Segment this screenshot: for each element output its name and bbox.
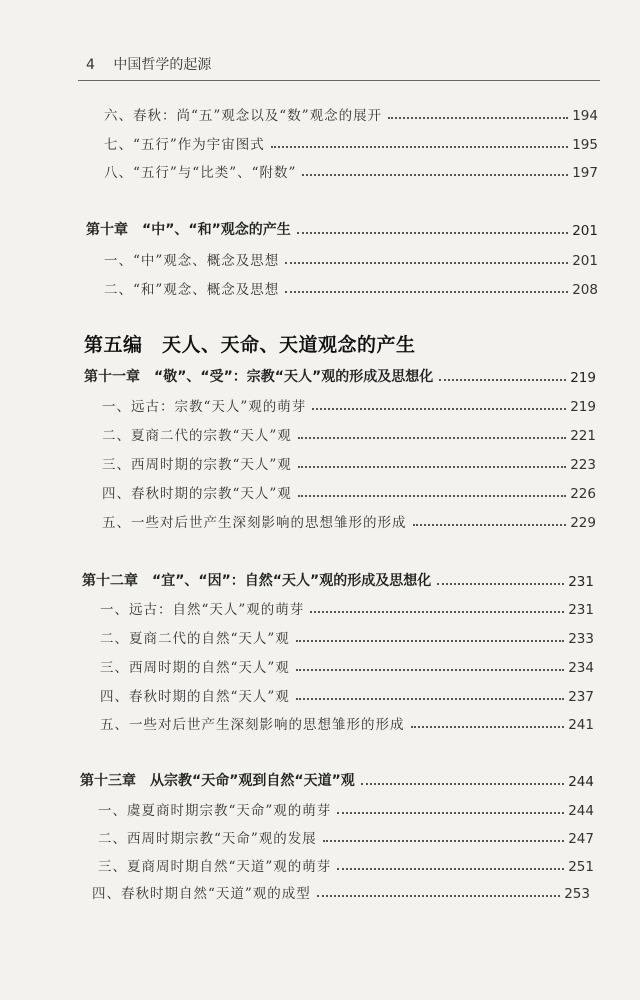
chapter-page: 201	[572, 223, 598, 239]
leader-dots	[285, 291, 568, 293]
leader-dots	[361, 783, 564, 785]
toc-entry-page: 247	[568, 831, 594, 847]
leader-dots	[296, 640, 564, 642]
toc-entry[interactable]	[102, 511, 596, 531]
chapter-title: 第十章 “中”、“和”观念的产生	[86, 222, 291, 238]
toc-chapter-12[interactable]	[82, 570, 594, 590]
toc-entry-title: 三、西周时期的自然“天人”观	[100, 660, 290, 676]
leader-dots	[439, 379, 566, 381]
toc-entry-page: 253	[564, 886, 590, 902]
leader-dots	[297, 232, 568, 234]
leader-dots	[312, 408, 566, 410]
toc-entry[interactable]	[100, 685, 594, 705]
toc-entry-title: 二、西周时期宗教“天命”观的发展	[98, 831, 317, 847]
toc-entry[interactable]	[102, 482, 596, 502]
leader-dots	[285, 262, 568, 264]
toc-entry-title: 四、春秋时期的自然“天人”观	[100, 689, 290, 705]
toc-entry-page: 233	[568, 631, 594, 647]
toc-entry-page: 237	[568, 689, 594, 705]
toc-entry-page: 231	[568, 602, 594, 618]
toc-entry-page: 201	[572, 253, 598, 269]
toc-entry-title: 四、春秋时期的宗教“天人”观	[102, 486, 292, 502]
toc-entry-page: 219	[570, 399, 596, 415]
leader-dots	[317, 895, 560, 897]
toc-entry-page: 223	[570, 457, 596, 473]
toc-entry-title: 八、“五行”与“比类”、“附数”	[104, 165, 297, 181]
toc-entry[interactable]	[102, 453, 596, 473]
leader-dots	[337, 868, 564, 870]
chapter-title: 第十一章 “敬”、“受”：宗教“天人”观的形成及思想化	[84, 369, 434, 385]
toc-entry-page: 221	[570, 428, 596, 444]
toc-entry[interactable]	[104, 161, 598, 181]
toc-entry[interactable]	[104, 133, 598, 153]
toc-entry[interactable]	[98, 827, 594, 847]
toc-entry-title: 一、虞夏商时期宗教“天命”观的萌芽	[98, 803, 332, 819]
toc-entry[interactable]	[102, 424, 596, 444]
toc-entry-title: 三、夏商周时期自然“天道”观的萌芽	[98, 859, 332, 875]
toc-entry[interactable]	[100, 656, 594, 676]
toc-entry[interactable]	[104, 249, 598, 269]
leader-dots	[337, 812, 564, 814]
toc-entry[interactable]	[98, 799, 594, 819]
toc-entry-page: 244	[568, 803, 594, 819]
toc-entry-title: 五、一些对后世产生深刻影响的思想雏形的形成	[100, 717, 405, 733]
toc-entry-page: 197	[572, 165, 598, 181]
leader-dots	[298, 466, 566, 468]
leader-dots	[388, 117, 568, 119]
toc-entry-page: 226	[570, 486, 596, 502]
toc-entry-title: 三、西周时期的宗教“天人”观	[102, 457, 292, 473]
toc-entry-title: 七、“五行”作为宇宙图式	[104, 137, 265, 153]
toc-entry-title: 二、夏商二代的宗教“天人”观	[102, 428, 292, 444]
toc-entry[interactable]	[100, 627, 594, 647]
toc-entry[interactable]	[98, 855, 594, 875]
leader-dots	[310, 611, 564, 613]
chapter-page: 219	[570, 370, 596, 386]
chapter-title: 第十三章 从宗教“天命”观到自然“天道”观	[80, 773, 355, 789]
leader-dots	[411, 726, 565, 728]
leader-dots	[302, 174, 568, 176]
toc-entry-title: 四、春秋时期自然“天道”观的成型	[92, 886, 311, 902]
header-book-title: 中国哲学的起源	[113, 57, 212, 73]
toc-entry-page: 208	[572, 282, 598, 298]
toc-entry-page: 241	[568, 717, 594, 733]
chapter-title: 第十二章 “宜”、“因”：自然“天人”观的形成及思想化	[82, 573, 432, 589]
toc-chapter-13[interactable]	[80, 770, 594, 790]
part-title[interactable]: 第五编 天人、天命、天道观念的产生	[84, 334, 416, 356]
leader-dots	[296, 698, 564, 700]
leader-dots	[413, 524, 567, 526]
toc-entry[interactable]	[100, 713, 594, 733]
toc-entry-title: 二、“和”观念、概念及思想	[104, 282, 280, 298]
toc-chapter-11[interactable]	[84, 366, 596, 386]
toc-entry-page: 194	[572, 108, 598, 124]
toc-entry-page: 195	[572, 137, 598, 153]
leader-dots	[298, 495, 566, 497]
chapter-page: 244	[568, 774, 594, 790]
leader-dots	[323, 840, 564, 842]
toc-entry-title: 二、夏商二代的自然“天人”观	[100, 631, 290, 647]
header-page-number: 4	[86, 57, 95, 73]
toc-entry[interactable]	[100, 598, 594, 618]
toc-entry[interactable]	[92, 882, 590, 902]
toc-entry[interactable]	[104, 278, 598, 298]
toc-entry[interactable]	[102, 395, 596, 415]
toc-chapter-10[interactable]	[86, 219, 598, 239]
leader-dots	[437, 583, 564, 585]
toc-entry-page: 229	[570, 515, 596, 531]
chapter-page: 231	[568, 574, 594, 590]
toc-entry-title: 五、一些对后世产生深刻影响的思想雏形的形成	[102, 515, 407, 531]
leader-dots	[298, 437, 566, 439]
leader-dots	[296, 669, 564, 671]
toc-entry-title: 一、远古：宗教“天人”观的萌芽	[102, 399, 307, 415]
toc-entry-page: 234	[568, 660, 594, 676]
toc-entry-page: 251	[568, 859, 594, 875]
toc-entry-title: 六、春秋：尚“五”观念以及“数”观念的展开	[104, 108, 383, 124]
toc-entry-title: 一、远古：自然“天人”观的萌芽	[100, 602, 305, 618]
toc-entry-title: 一、“中”观念、概念及思想	[104, 253, 280, 269]
toc-entry[interactable]	[104, 104, 598, 124]
leader-dots	[271, 146, 568, 148]
